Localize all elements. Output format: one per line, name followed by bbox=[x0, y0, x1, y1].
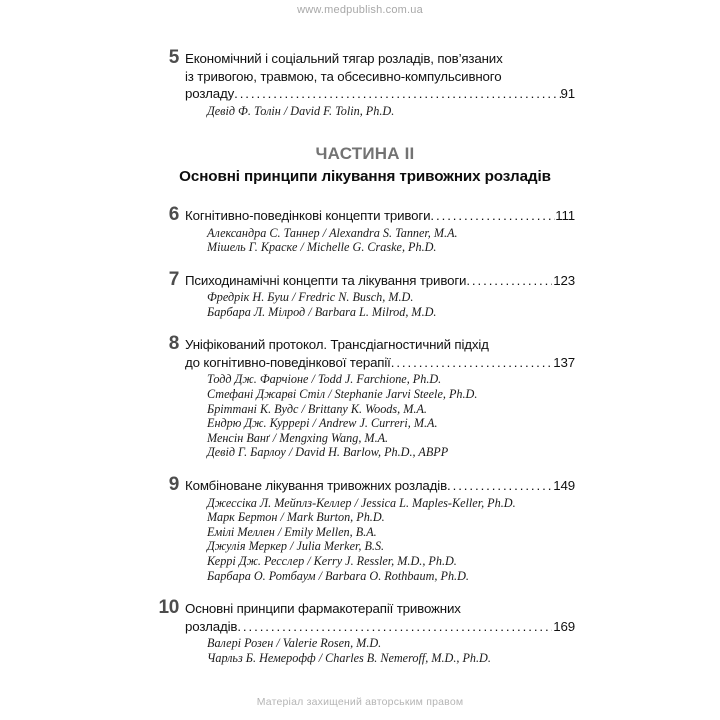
title-leader-line bbox=[185, 354, 575, 372]
author-line: Александра С. Таннер / Alexandra S. Tanner, M.A. bbox=[207, 225, 458, 240]
part-label: ЧАСТИНА II bbox=[315, 144, 415, 164]
toc-entry-9[interactable] bbox=[155, 474, 575, 583]
title-leader-line bbox=[185, 477, 575, 495]
author-list bbox=[207, 290, 575, 319]
dot-leader bbox=[430, 207, 555, 225]
title-leader-line bbox=[185, 85, 575, 103]
title-line-last: Комбіноване лікування тривожних розладів bbox=[185, 478, 448, 494]
dot-leader bbox=[237, 618, 552, 636]
author-line: Ендрю Дж. Куррері / Andrew J. Curreri, M.A. bbox=[207, 416, 438, 431]
author-line: Тодд Дж. Фарчіоне / Todd J. Farchione, Ph.D. bbox=[207, 372, 442, 387]
title-line: Економічний і соціальний тягар розладів, пов’язаних bbox=[185, 51, 503, 66]
title-line: із тривогою, травмою, та обсесивно-компульсивного bbox=[185, 68, 502, 84]
dot-leader bbox=[447, 477, 553, 495]
chapter-number: 5 bbox=[168, 47, 179, 68]
page-number[interactable]: 123 bbox=[553, 272, 575, 288]
author-line: Девід Г. Барлоу / David H. Barlow, Ph.D., ABPP bbox=[207, 445, 449, 460]
chapter-number: 8 bbox=[168, 333, 179, 355]
chapter-title bbox=[185, 272, 575, 290]
author-line: Стефані Джарві Стіл / Stephanie Jarvi Steele, Ph.D. bbox=[207, 387, 478, 402]
author-line: Джулія Меркер / Julia Merker, B.S. bbox=[207, 539, 385, 554]
page-number[interactable]: 169 bbox=[553, 618, 575, 634]
author-list bbox=[207, 226, 575, 255]
title-line-last: до когнітивно-поведінкової терапії bbox=[185, 354, 391, 370]
author-list bbox=[207, 104, 575, 119]
part-title: Основні принципи лікування тривожних розладів bbox=[179, 168, 551, 186]
site-url-watermark: www.medpublish.com.ua bbox=[297, 4, 423, 16]
author-line: Керрі Дж. Ресслер / Kerry J. Ressler, M.D., Ph.D. bbox=[207, 553, 457, 568]
part-heading bbox=[155, 144, 575, 185]
toc-entry-8[interactable] bbox=[155, 333, 575, 460]
author-line: Чарльз Б. Немерофф / Charles B. Nemeroff, M.D., Ph.D. bbox=[207, 650, 491, 665]
chapter-number: 9 bbox=[168, 474, 179, 496]
title-line-last: розладу bbox=[185, 86, 235, 101]
title-line: Уніфікований протокол. Трансдіагностичний підхід bbox=[185, 337, 489, 353]
page-number[interactable]: 137 bbox=[553, 354, 575, 370]
chapter-title bbox=[185, 50, 575, 103]
author-line: Марк Бертон / Mark Burton, Ph.D. bbox=[207, 510, 385, 525]
chapter-number: 10 bbox=[158, 597, 179, 619]
title-line-last: Психодинамічні концепти та лікування тривоги bbox=[185, 272, 467, 288]
toc-entry-6[interactable] bbox=[155, 204, 575, 255]
author-line: Емілі Меллен / Emily Mellen, B.A. bbox=[207, 524, 377, 539]
page-number[interactable]: 111 bbox=[555, 208, 575, 224]
dot-leader bbox=[391, 354, 553, 372]
chapter-number: 6 bbox=[168, 204, 179, 226]
copyright-notice: Матеріал захищений авторським правом bbox=[256, 696, 464, 708]
page-number[interactable]: 149 bbox=[553, 478, 575, 494]
toc-entry-7[interactable] bbox=[155, 268, 575, 320]
author-list bbox=[207, 636, 575, 665]
author-list bbox=[207, 496, 575, 584]
author-line: Бріттані К. Вудс / Brittany K. Woods, M.A. bbox=[207, 401, 427, 416]
chapter-title bbox=[185, 477, 575, 495]
title-leader-line bbox=[185, 272, 575, 290]
author-line: Фредрік Н. Буш / Fredric N. Busch, M.D. bbox=[207, 290, 414, 305]
toc-entry-5[interactable] bbox=[155, 47, 575, 118]
title-line-last: розладів bbox=[185, 618, 238, 634]
chapter-number: 7 bbox=[168, 268, 179, 290]
toc-content bbox=[155, 47, 575, 665]
author-line: Мішель Г. Краске / Michelle G. Craske, Ph.D. bbox=[207, 240, 437, 255]
chapter-title bbox=[185, 207, 575, 225]
author-line: Менсін Ванґ / Mengxing Wang, M.A. bbox=[207, 430, 389, 445]
title-line-last: Когнітивно-поведінкові концепти тривоги bbox=[185, 208, 431, 224]
title-line: Основні принципи фармакотерапії тривожних bbox=[185, 601, 461, 617]
title-leader-line bbox=[185, 618, 575, 636]
title-leader-line bbox=[185, 207, 575, 225]
author-line: Барбара Л. Мілрод / Barbara L. Milrod, M.D. bbox=[207, 304, 437, 319]
author-list bbox=[207, 372, 575, 460]
author-line: Джессіка Л. Мейплз-Келлер / Jessica L. Maples-Keller, Ph.D. bbox=[207, 495, 516, 510]
page-number[interactable]: 91 bbox=[560, 86, 575, 101]
chapter-title bbox=[185, 600, 575, 635]
dot-leader bbox=[234, 85, 560, 103]
chapter-title bbox=[185, 336, 575, 371]
author-line: Девід Ф. Толін / David F. Tolin, Ph.D. bbox=[207, 103, 395, 118]
toc-entry-10[interactable] bbox=[155, 597, 575, 665]
author-line: Барбара О. Ротбаум / Barbara O. Rothbaum, Ph.D. bbox=[207, 568, 469, 583]
author-line: Валері Розен / Valerie Rosen, M.D. bbox=[207, 636, 382, 651]
dot-leader bbox=[466, 272, 552, 290]
